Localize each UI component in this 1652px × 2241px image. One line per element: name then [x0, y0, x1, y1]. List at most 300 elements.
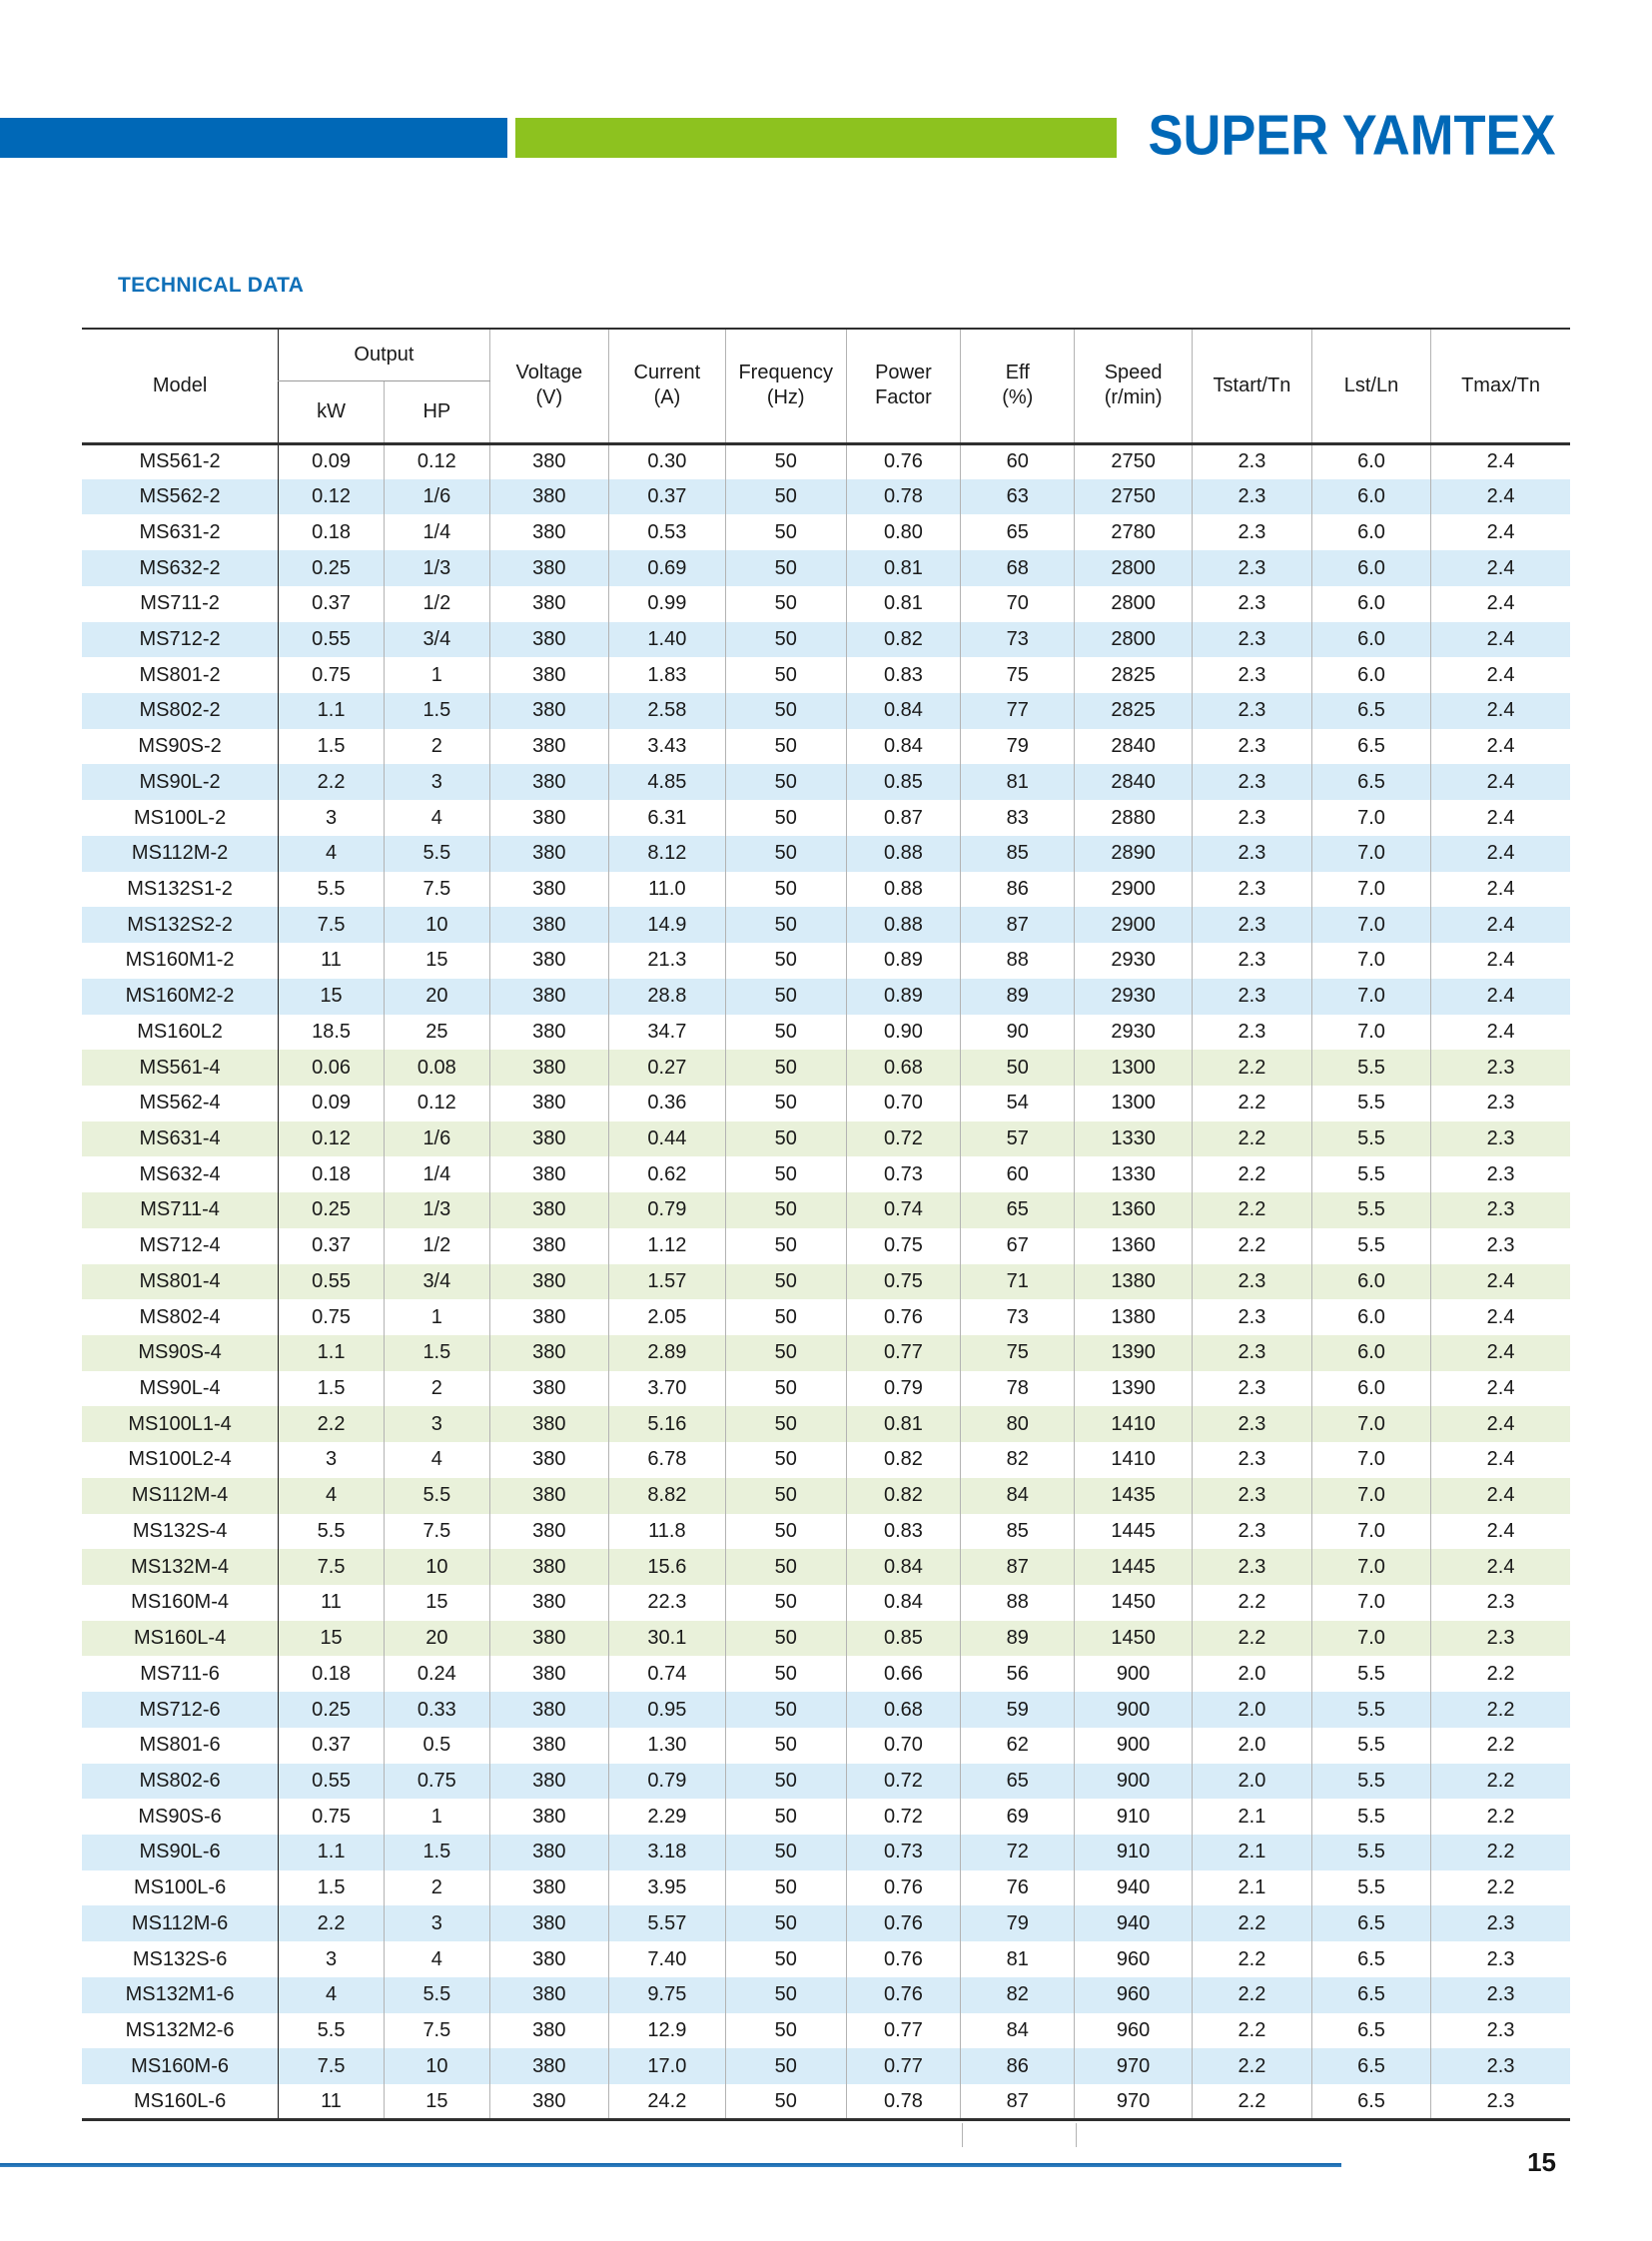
table-cell: 0.24: [384, 1656, 489, 1692]
table-cell: 5.5: [1311, 1050, 1430, 1086]
table-cell: 90: [961, 1015, 1075, 1051]
model-cell: MS100L-6: [133, 1876, 227, 1899]
separator-overshoot-tick: [962, 2123, 963, 2147]
table-cell: 2.4: [1431, 1549, 1570, 1585]
model-cell: MS711-6: [140, 1662, 220, 1685]
table-cell: 380: [489, 1086, 608, 1121]
table-row: [82, 657, 1570, 693]
table-cell: 6.5: [1311, 1905, 1430, 1941]
table-cell: 2.2: [279, 764, 385, 800]
col-header-hp: HP: [384, 380, 489, 443]
table-cell: 1.5: [384, 1835, 489, 1870]
table-cell: 1450: [1075, 1585, 1193, 1621]
table-cell: 76: [961, 1870, 1075, 1906]
table-cell: 0.18: [279, 514, 385, 550]
table-row: [82, 1121, 1570, 1157]
table-cell: 2.3: [1192, 1015, 1311, 1051]
table-cell: 81: [961, 764, 1075, 800]
table-cell: 6.5: [1311, 764, 1430, 800]
table-cell: 0.44: [608, 1121, 725, 1157]
table-row: [82, 2013, 1570, 2049]
col-header-current: Current (A): [608, 329, 725, 443]
table-cell: 50: [725, 1086, 846, 1121]
table-cell: 50: [725, 943, 846, 979]
table-cell: 50: [725, 1941, 846, 1977]
table-cell: 5.5: [1311, 1228, 1430, 1264]
table-cell: 1: [384, 1799, 489, 1835]
table-row: [82, 1015, 1570, 1051]
table-row: [82, 1656, 1570, 1692]
table-cell: 0.84: [846, 729, 961, 765]
table-cell: 380: [489, 800, 608, 836]
table-cell: 2.4: [1431, 586, 1570, 622]
table-cell: 2.3: [1192, 514, 1311, 550]
table-cell: 2.2: [1192, 1621, 1311, 1657]
table-cell: 380: [489, 622, 608, 658]
table-cell: 1390: [1075, 1335, 1193, 1371]
table-cell: 87: [961, 2084, 1075, 2120]
table-cell: 9.75: [608, 1977, 725, 2013]
table-cell: 50: [725, 1050, 846, 1086]
table-cell: 2.2: [1192, 1086, 1311, 1121]
table-cell: 2: [384, 1371, 489, 1407]
table-cell: 380: [489, 1728, 608, 1764]
table-cell: 380: [489, 2084, 608, 2120]
model-cell: MS132M2-6: [125, 2018, 235, 2041]
table-row: [82, 1977, 1570, 2013]
table-cell: 0.18: [279, 1656, 385, 1692]
model-cell: MS631-4: [82, 1121, 279, 1157]
table-cell: 0.79: [608, 1192, 725, 1228]
table-cell: 900: [1075, 1692, 1193, 1728]
table-row: [82, 1442, 1570, 1478]
table-cell: 3/4: [384, 1264, 489, 1300]
table-cell: 2800: [1075, 622, 1193, 658]
table-cell: 6.5: [1311, 693, 1430, 729]
table-cell: 2.3: [1431, 1621, 1570, 1657]
table-cell: 0.12: [279, 1121, 385, 1157]
table-cell: 2.4: [1431, 1514, 1570, 1550]
table-cell: 0.37: [279, 586, 385, 622]
table-cell: 380: [489, 979, 608, 1015]
table-cell: 7.0: [1311, 1549, 1430, 1585]
table-cell: 50: [725, 1870, 846, 1906]
table-cell: 11: [279, 1585, 385, 1621]
table-cell: 380: [489, 1692, 608, 1728]
table-cell: 65: [961, 514, 1075, 550]
table-cell: 380: [489, 1015, 608, 1051]
table-cell: 5.5: [1311, 1870, 1430, 1906]
table-cell: 2.4: [1431, 764, 1570, 800]
table-row: [82, 1764, 1570, 1800]
table-cell: 15: [384, 2084, 489, 2120]
table-cell: 380: [489, 907, 608, 943]
table-cell: 1/3: [384, 1192, 489, 1228]
model-cell: MS562-4: [139, 1092, 221, 1115]
table-cell: 0.76: [846, 1941, 961, 1977]
table-cell: 2.3: [1431, 1192, 1570, 1228]
table-cell: 1360: [1075, 1192, 1193, 1228]
table-cell: 2.3: [1192, 657, 1311, 693]
table-cell: 50: [725, 1621, 846, 1657]
table-cell: 380: [489, 1478, 608, 1514]
table-cell: 88: [961, 943, 1075, 979]
table-cell: 28.8: [608, 979, 725, 1015]
table-cell: 6.5: [1311, 729, 1430, 765]
table-row: [82, 1835, 1570, 1870]
table-cell: 380: [489, 550, 608, 586]
table-cell: 2.4: [1431, 800, 1570, 836]
table-cell: 50: [725, 586, 846, 622]
table-cell: 4: [384, 800, 489, 836]
table-cell: 79: [961, 729, 1075, 765]
table-cell: 0.12: [384, 443, 489, 479]
table-cell: 1.12: [608, 1228, 725, 1264]
table-cell: 380: [489, 836, 608, 872]
table-cell: 1/4: [384, 514, 489, 550]
table-cell: 2.4: [1431, 514, 1570, 550]
table-cell: 940: [1075, 1905, 1193, 1941]
table-cell: 7.5: [384, 872, 489, 908]
table-cell: 0.08: [384, 1050, 489, 1086]
table-cell: 1.30: [608, 1728, 725, 1764]
col-header-tmax: Tmax/Tn: [1431, 329, 1570, 443]
table-cell: 2750: [1075, 443, 1193, 479]
table-cell: 5.5: [1311, 1728, 1430, 1764]
table-cell: 2.2: [1192, 1941, 1311, 1977]
table-cell: 5.5: [279, 872, 385, 908]
col-header-voltage: Voltage (V): [489, 329, 608, 443]
table-cell: 2.3: [1192, 1406, 1311, 1442]
table-cell: 4: [384, 1442, 489, 1478]
table-cell: 2.2: [1192, 1050, 1311, 1086]
table-row: [82, 1156, 1570, 1192]
table-cell: 0.66: [846, 1656, 961, 1692]
table-cell: 0.82: [846, 1442, 961, 1478]
technical-data-table: [82, 328, 1570, 2121]
table-cell: 0.75: [279, 1299, 385, 1335]
table-cell: 960: [1075, 2013, 1193, 2049]
table-cell: 67: [961, 1228, 1075, 1264]
table-cell: 0.55: [279, 1764, 385, 1800]
header-green-bar: [515, 118, 1117, 158]
col-header-model: Model: [82, 329, 279, 443]
table-cell: 0.83: [846, 1514, 961, 1550]
table-cell: 50: [725, 1799, 846, 1835]
table-cell: 2.3: [1431, 1977, 1570, 2013]
table-cell: 2930: [1075, 943, 1193, 979]
table-cell: 84: [961, 2013, 1075, 2049]
table-cell: 0.84: [846, 1585, 961, 1621]
table-cell: 5.5: [1311, 1764, 1430, 1800]
model-cell: MS631-2: [139, 520, 221, 543]
table-cell: 5.16: [608, 1406, 725, 1442]
table-cell: 8.82: [608, 1478, 725, 1514]
table-row: [82, 729, 1570, 765]
table-cell: 1.57: [608, 1264, 725, 1300]
table-cell: 2.4: [1431, 1478, 1570, 1514]
table-cell: 1.5: [279, 729, 385, 765]
table-row: [82, 2048, 1570, 2084]
table-cell: 50: [961, 1050, 1075, 1086]
table-cell: 50: [725, 1406, 846, 1442]
table-row: [82, 443, 1570, 479]
model-cell: MS160L-4: [82, 1621, 279, 1657]
table-cell: 2.2: [1431, 1692, 1570, 1728]
table-cell: 380: [489, 1835, 608, 1870]
model-cell: MS90S-4: [82, 1335, 279, 1371]
table-row: [82, 1621, 1570, 1657]
table-cell: 59: [961, 1692, 1075, 1728]
table-cell: 89: [961, 1621, 1075, 1657]
table-cell: 2900: [1075, 872, 1193, 908]
table-cell: 57: [961, 1121, 1075, 1157]
table-cell: 2.3: [1192, 764, 1311, 800]
table-cell: 0.77: [846, 2048, 961, 2084]
table-cell: 8.12: [608, 836, 725, 872]
table-cell: 7.0: [1311, 836, 1430, 872]
table-cell: 50: [725, 514, 846, 550]
table-row: [82, 2084, 1570, 2120]
table-cell: 50: [725, 729, 846, 765]
table-cell: 50: [725, 550, 846, 586]
table-cell: 2.3: [1431, 1228, 1570, 1264]
table-cell: 2.3: [1431, 1156, 1570, 1192]
table-cell: 960: [1075, 1941, 1193, 1977]
table-row: [82, 693, 1570, 729]
table-cell: 50: [725, 1264, 846, 1300]
table-cell: 2.2: [279, 1406, 385, 1442]
table-cell: 0.68: [846, 1050, 961, 1086]
table-cell: 380: [489, 1442, 608, 1478]
table-cell: 3.95: [608, 1870, 725, 1906]
table-row: [82, 1692, 1570, 1728]
table-cell: 1390: [1075, 1371, 1193, 1407]
table-cell: 69: [961, 1799, 1075, 1835]
table-cell: 0.37: [608, 479, 725, 515]
table-cell: 1.40: [608, 622, 725, 658]
table-cell: 0.81: [846, 586, 961, 622]
table-cell: 50: [725, 764, 846, 800]
footer-rule: [0, 2163, 1341, 2167]
model-cell: MS711-4: [82, 1192, 279, 1228]
table-cell: 2.3: [1431, 2048, 1570, 2084]
model-cell: MS160M-6: [82, 2048, 279, 2084]
model-cell: MS802-2: [82, 693, 279, 729]
table-cell: 7.0: [1311, 1585, 1430, 1621]
table-cell: 0.85: [846, 1621, 961, 1657]
table-cell: 50: [725, 1156, 846, 1192]
table-cell: 2.3: [1192, 693, 1311, 729]
table-cell: 2: [384, 1870, 489, 1906]
table-cell: 1450: [1075, 1621, 1193, 1657]
model-cell: MS160L2: [137, 1020, 223, 1043]
model-cell: MS160M-4: [131, 1591, 229, 1614]
table-cell: 2.3: [1431, 1086, 1570, 1121]
table-cell: 12.9: [608, 2013, 725, 2049]
table-cell: 1445: [1075, 1514, 1193, 1550]
table-cell: 380: [489, 1799, 608, 1835]
table-cell: 84: [961, 1478, 1075, 1514]
table-cell: 0.62: [608, 1156, 725, 1192]
table-cell: 7.40: [608, 1941, 725, 1977]
model-cell: MS132S2-2: [82, 907, 279, 943]
col-header-tstart: Tstart/Tn: [1192, 329, 1311, 443]
table-cell: 50: [725, 1585, 846, 1621]
table-cell: 50: [725, 1514, 846, 1550]
table-cell: 6.78: [608, 1442, 725, 1478]
table-cell: 10: [384, 907, 489, 943]
table-row: [82, 1941, 1570, 1977]
table-cell: 10: [384, 1549, 489, 1585]
table-cell: 0.77: [846, 1335, 961, 1371]
table-cell: 0.76: [846, 443, 961, 479]
table-cell: 2.4: [1431, 1299, 1570, 1335]
table-row: [82, 907, 1570, 943]
table-cell: 0.88: [846, 836, 961, 872]
table-row: [82, 1905, 1570, 1941]
table-cell: 15.6: [608, 1549, 725, 1585]
table-cell: 2: [384, 729, 489, 765]
table-cell: 21.3: [608, 943, 725, 979]
model-cell: MS90L-4: [139, 1377, 221, 1400]
table-cell: 380: [489, 1264, 608, 1300]
table-cell: 2.3: [1192, 979, 1311, 1015]
table-cell: 50: [725, 443, 846, 479]
table-cell: 0.90: [846, 1015, 961, 1051]
table-cell: 0.36: [608, 1086, 725, 1121]
table-cell: 0.77: [846, 2013, 961, 2049]
table-cell: 0.09: [279, 1086, 385, 1121]
table-cell: 2.2: [1192, 1585, 1311, 1621]
table-cell: 62: [961, 1728, 1075, 1764]
table-cell: 2890: [1075, 836, 1193, 872]
table-cell: 0.12: [279, 479, 385, 515]
table-cell: 380: [489, 1621, 608, 1657]
table-cell: 5.5: [384, 1478, 489, 1514]
model-cell: MS712-2: [82, 622, 279, 658]
table-cell: 0.81: [846, 550, 961, 586]
table-row: [82, 764, 1570, 800]
table-cell: 5.5: [279, 1514, 385, 1550]
table-cell: 380: [489, 693, 608, 729]
table-cell: 380: [489, 1299, 608, 1335]
table-cell: 1/3: [384, 550, 489, 586]
table-cell: 0.33: [384, 1692, 489, 1728]
table-cell: 0.80: [846, 514, 961, 550]
table-cell: 83: [961, 800, 1075, 836]
table-cell: 6.0: [1311, 1264, 1430, 1300]
table-cell: 2.89: [608, 1335, 725, 1371]
model-cell: MS632-2: [82, 550, 279, 586]
table-cell: 50: [725, 1692, 846, 1728]
table-cell: 3: [384, 764, 489, 800]
model-cell: MS100L2-4: [128, 1448, 232, 1471]
table-cell: 50: [725, 1728, 846, 1764]
table-cell: 79: [961, 1905, 1075, 1941]
table-cell: 2.3: [1431, 1585, 1570, 1621]
table-cell: 2.3: [1192, 1371, 1311, 1407]
table-cell: 0.99: [608, 586, 725, 622]
table-cell: 2.2: [1431, 1656, 1570, 1692]
table-body: [82, 443, 1570, 2120]
table-cell: 50: [725, 1835, 846, 1870]
col-header-frequency: Frequency (Hz): [725, 329, 846, 443]
table-cell: 2.4: [1431, 1335, 1570, 1371]
table-cell: 0.73: [846, 1835, 961, 1870]
table-cell: 380: [489, 1549, 608, 1585]
table-row: [82, 872, 1570, 908]
table-cell: 50: [725, 1228, 846, 1264]
table-cell: 0.79: [608, 1764, 725, 1800]
table-cell: 7.0: [1311, 1015, 1430, 1051]
table-cell: 1445: [1075, 1549, 1193, 1585]
model-cell: MS90L-2: [82, 764, 279, 800]
model-cell: MS562-2: [82, 479, 279, 515]
table-cell: 1360: [1075, 1228, 1193, 1264]
table-cell: 2.3: [1192, 1478, 1311, 1514]
table-cell: 380: [489, 1121, 608, 1157]
model-cell: MS132M1-6: [82, 1977, 279, 2013]
table-cell: 0.78: [846, 479, 961, 515]
col-header-kw: kW: [279, 380, 385, 443]
table-row: [82, 1799, 1570, 1835]
table-cell: 0.81: [846, 1406, 961, 1442]
model-cell: MS112M-2: [82, 836, 279, 872]
table-row: [82, 1264, 1570, 1300]
table-cell: 6.0: [1311, 514, 1430, 550]
table-cell: 50: [725, 1335, 846, 1371]
table-cell: 2.2: [1192, 2048, 1311, 2084]
table-cell: 2780: [1075, 514, 1193, 550]
table-cell: 0.73: [846, 1156, 961, 1192]
table-cell: 0.74: [608, 1656, 725, 1692]
table-cell: 6.0: [1311, 657, 1430, 693]
table-cell: 7.0: [1311, 1621, 1430, 1657]
table-cell: 380: [489, 657, 608, 693]
table-cell: 5.5: [1311, 1156, 1430, 1192]
table-cell: 7.0: [1311, 1442, 1430, 1478]
table-cell: 2.3: [1192, 622, 1311, 658]
table-cell: 0.25: [279, 1192, 385, 1228]
table-cell: 5.5: [384, 836, 489, 872]
table-cell: 380: [489, 1977, 608, 2013]
table-cell: 0.75: [384, 1764, 489, 1800]
table-cell: 5.5: [1311, 1656, 1430, 1692]
table-cell: 2.3: [1192, 1299, 1311, 1335]
table-cell: 380: [489, 943, 608, 979]
table-cell: 50: [725, 1656, 846, 1692]
table-cell: 50: [725, 836, 846, 872]
table-row: [82, 479, 1570, 515]
table-cell: 50: [725, 979, 846, 1015]
table-cell: 3: [279, 1941, 385, 1977]
table-cell: 11.0: [608, 872, 725, 908]
table-cell: 4.85: [608, 764, 725, 800]
table-cell: 2.3: [1431, 1941, 1570, 1977]
table-row: [82, 1371, 1570, 1407]
table-cell: 3.18: [608, 1835, 725, 1870]
table-cell: 2.29: [608, 1799, 725, 1835]
table-cell: 15: [384, 943, 489, 979]
table-cell: 75: [961, 1335, 1075, 1371]
table-row: [82, 800, 1570, 836]
model-cell: MS132M-4: [82, 1549, 279, 1585]
table-cell: 0.30: [608, 443, 725, 479]
table-cell: 11: [279, 943, 385, 979]
table-cell: 1380: [1075, 1264, 1193, 1300]
table-cell: 0.75: [846, 1228, 961, 1264]
